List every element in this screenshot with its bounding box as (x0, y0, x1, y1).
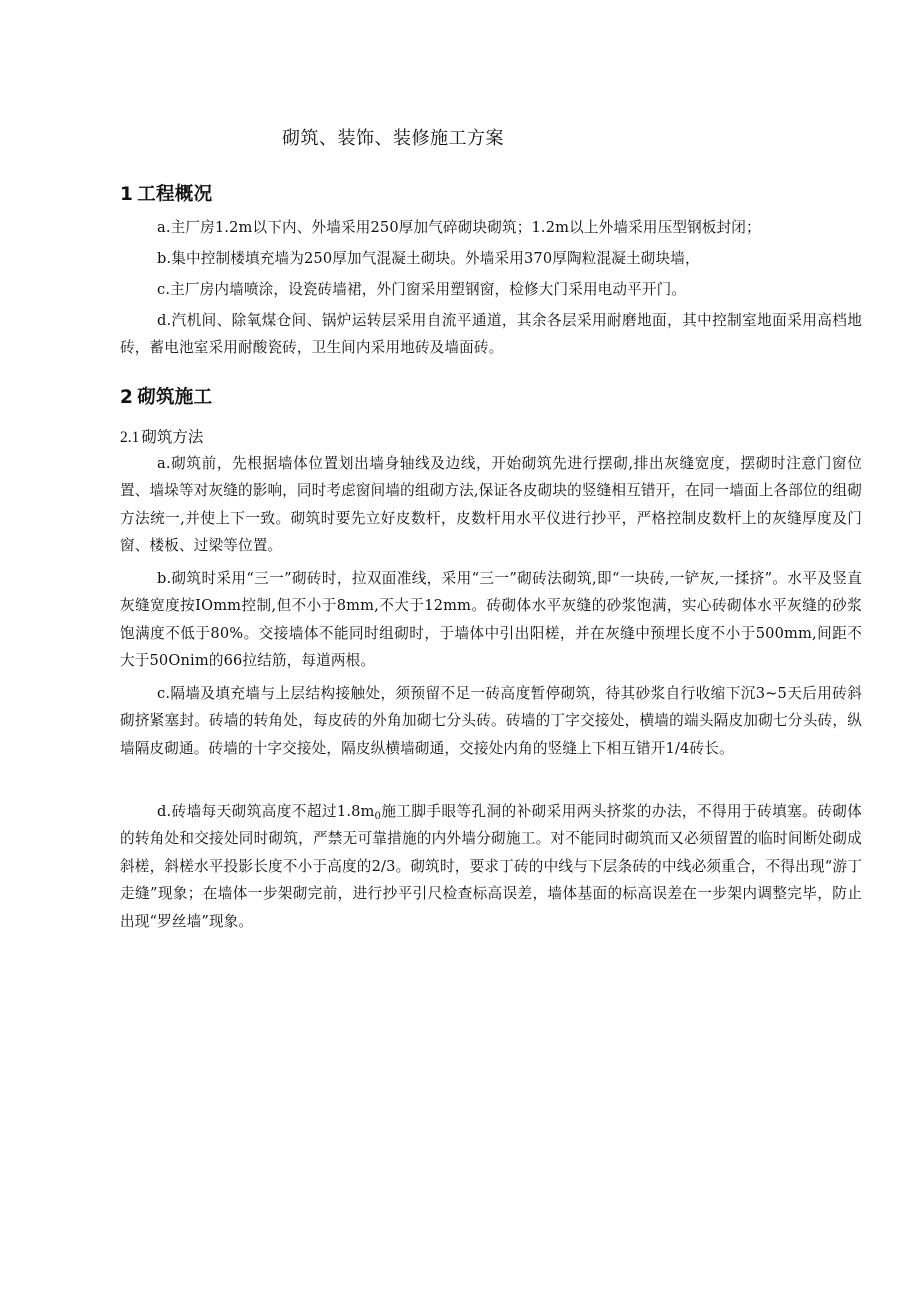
document-title: 砌筑、装饰、装修施工方案 (282, 128, 504, 149)
section-1-item-a: a.主厂房1.2m以下内、外墙采用250厚加气碎砌块砌筑；1.2m以上外墙采用压型钢板封闭； (157, 219, 761, 236)
section-1-item-d: d.汽机间、除氧煤仓间、锅炉运转层采用自流平通道，其余各层采用耐磨地面，其中控制室地面采用高档地砖，蓄电池室采用耐酸瓷砖，卫生间内采用地砖及墙面砖。 (120, 312, 862, 357)
section-1-heading (120, 180, 212, 206)
section-2-item-c: c.隔墙及填充墙与上层结构接触处，须预留不足一砖高度暂停砌筑，待其砂浆自行收缩下沉3~5天后用砖斜砌挤紧塞封。砖墙的转角处，每皮砖的外角加砌七分头砖。砖墙的丁字交接处，横墙的端头隔皮加砌七分头砖，纵墙隔皮砌通。砖墙的十字交接处，隔皮纵横墙砌通，交接处内角的竖缝上下相互错开1/4砖长。 (120, 685, 862, 757)
subsection-2-1-heading (120, 425, 203, 447)
section-1-item-b: b.集中控制楼填充墙为250厚加气混凝土砌块。外墙采用370厚陶粒混凝土砌块墙， (157, 250, 700, 267)
item-d-rest: 施工脚手眼等孔洞的补砌采用两头挤浆的办法，不得用于砖填塞。砖砌体的转角处和交接处同时砌筑，严禁无可靠措施的内外墙分砌施工。对不能同时砌筑而又必须留置的临时间断处砌成斜槎，斜槎水平投影长度不小于高度的2/3。砌筑时，要求丁砖的中线与下层条砖的中线必须重合，不得出现“游丁走缝”现象；在墙体一步架砌完前，进行抄平引尺检查标高误差，墙体基面的标高误差在一步架内调整完毕，防止出现“罗丝墙”现象。 (120, 803, 862, 930)
section-1-title: 工程概况 (137, 184, 213, 205)
section-2-item-d (120, 798, 862, 935)
item-d-subscript: 0 (374, 811, 382, 822)
subsection-2-1-number: 2.1 (120, 429, 140, 446)
section-2-item-a: a.砌筑前，先根据墙体位置划出墙身轴线及边线，开始砌筑先进行摆砌,排出灰缝宽度，摆砌时注意门窗位置、墙垛等对灰缝的影响，同时考虑窗间墙的组砌方法,保证各皮砌块的竖缝相互错开，在同一墙面上各部位的组砌方法统一,并使上下一致。砌筑时要先立好皮数杆，皮数杆用水平仪进行抄平，严格控制皮数杆上的灰缝厚度及门窗、楼板、过梁等位置。 (120, 455, 862, 555)
section-2-title: 砌筑施工 (137, 387, 213, 408)
section-2-item-b: b.砌筑时采用“三一”砌砖时，拉双面准线，采用“三一”砌砖法砌筑,即“一块砖,一铲灰,一揉挤”。水平及竖直灰缝宽度按IOmm控制,但不小于8mm,不大于12mm。砖砌体水平灰缝的砂浆饱满，实心砖砌体水平灰缝的砂浆饱满度不低于80%。交接墙体不能同时组砌时，于墙体中引出阳槎，并在灰缝中预埋长度不小于500mm,间距不大于50Onim的66拉结筋，每道两根。 (120, 570, 862, 670)
subsection-2-1-title: 砌筑方法 (141, 428, 204, 446)
section-1-item-c: c.主厂房内墙喷涂，设瓷砖墙裙，外门窗采用塑钢窗，检修大门采用电动平开门。 (157, 281, 687, 298)
section-1-number: 1 (120, 184, 134, 205)
section-2-heading (120, 383, 212, 409)
item-d-lead: d.砖墙每天砌筑高度不超过1.8m (157, 803, 375, 820)
section-2-number: 2 (120, 387, 134, 408)
